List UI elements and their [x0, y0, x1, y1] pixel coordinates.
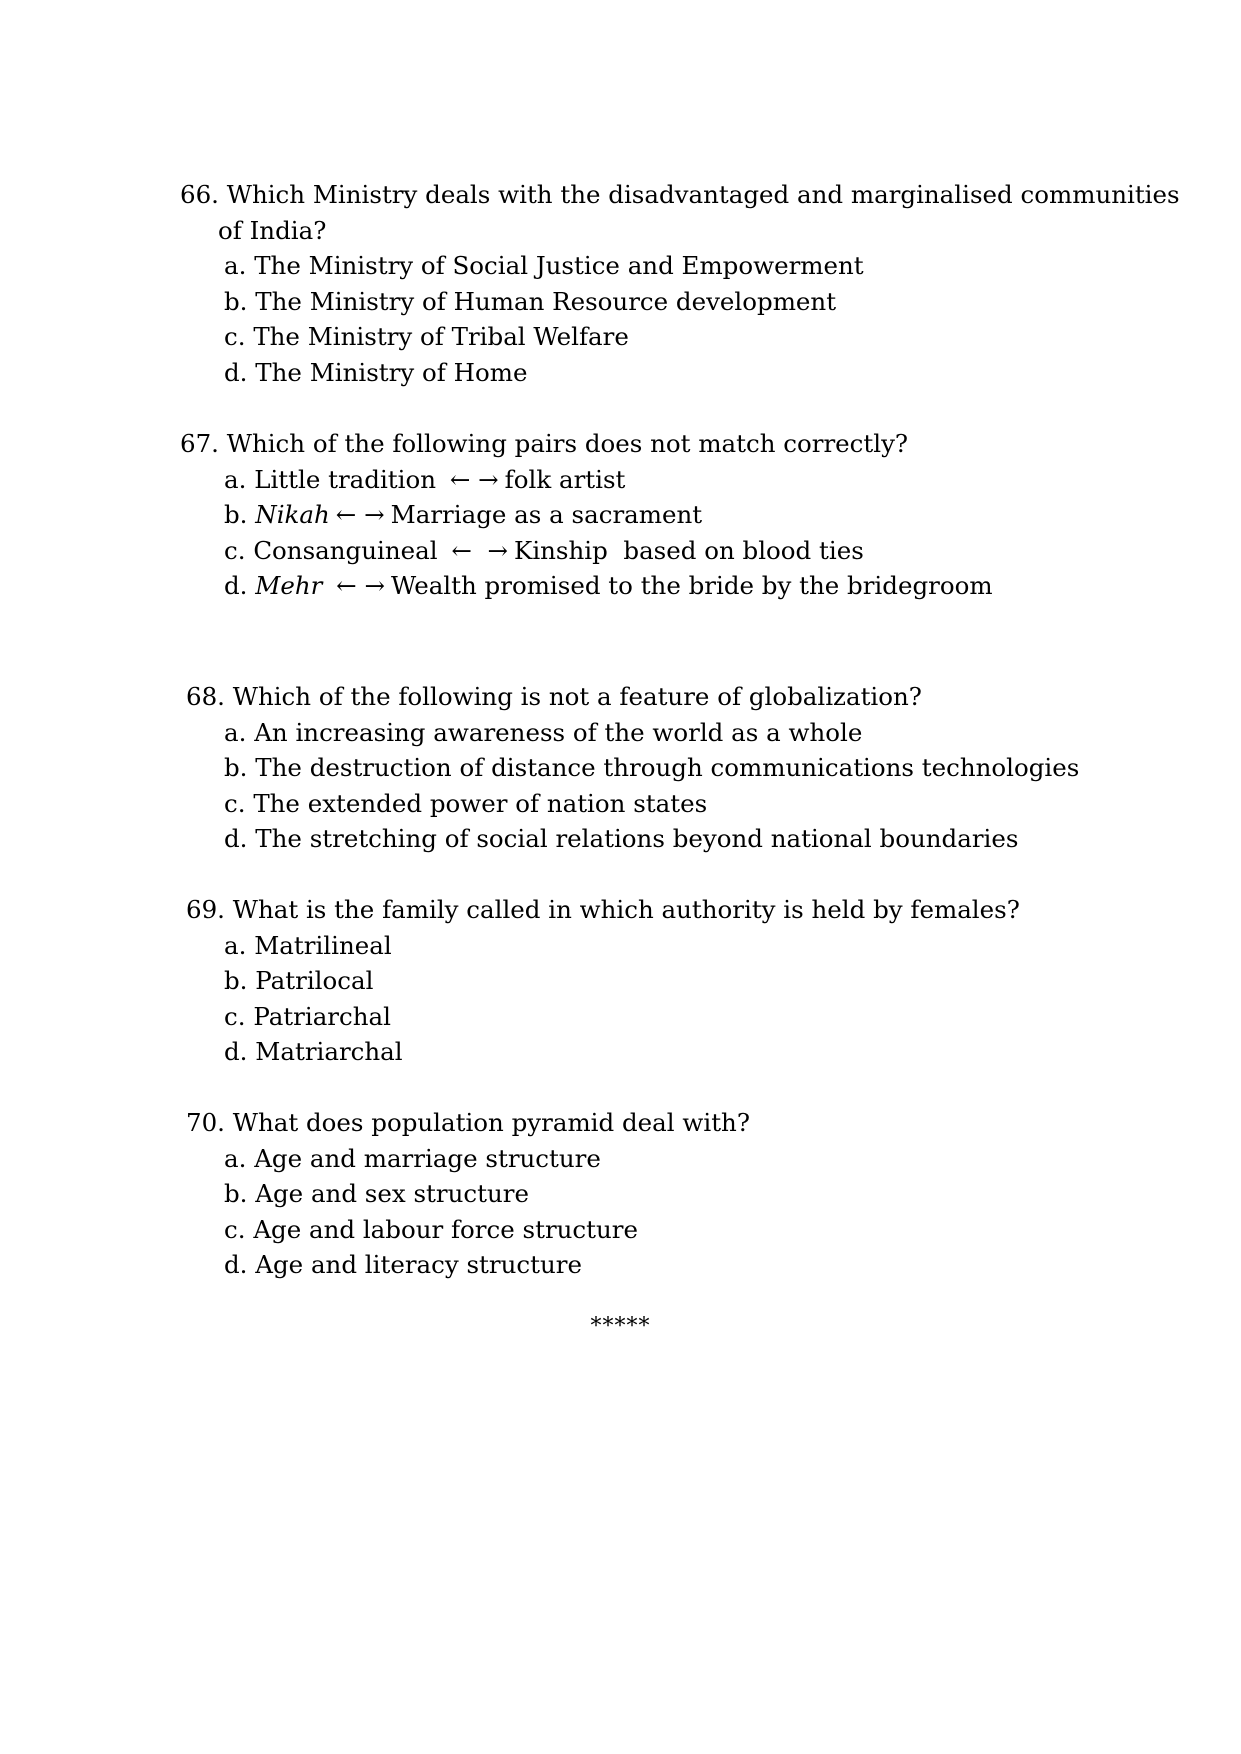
question-text-continued: of India?	[218, 215, 327, 245]
option-c: c. Consanguineal ← → Kinship based on blood ties	[224, 533, 993, 569]
question-number: 69.	[186, 895, 225, 924]
option-list	[186, 928, 1020, 1070]
question-68	[186, 679, 1079, 857]
double-arrow-icon: ← →	[335, 500, 385, 529]
question-text: What is the family called in which authority is held by females?	[232, 895, 1020, 924]
option-c: c. Age and labour force structure	[224, 1214, 638, 1244]
end-marker: *****	[590, 1314, 651, 1339]
double-arrow-icon: ← →	[449, 464, 499, 494]
option-c: c. Patriarchal	[224, 1001, 391, 1031]
question-70	[186, 1105, 750, 1283]
option-c: c. The Ministry of Tribal Welfare	[224, 322, 629, 351]
option-a: a. Age and marriage structure	[224, 1143, 601, 1173]
option-d: d. Mehr ← → Wealth promised to the bride by the bridegroom	[224, 568, 993, 604]
question-number: 67.	[180, 429, 219, 458]
pair-right: Marriage as a sacrament	[390, 500, 703, 529]
option-d: d. Age and literacy structure	[224, 1250, 582, 1279]
option-b: b. The Ministry of Human Resource development	[224, 286, 837, 316]
pair-left: Nikah	[255, 500, 330, 529]
option-b: b. The destruction of distance through communications technologies	[224, 753, 1080, 782]
question-number: 70.	[186, 1108, 225, 1137]
question-67	[180, 426, 993, 604]
option-list	[186, 715, 1079, 857]
question-number: 66.	[180, 180, 219, 209]
double-arrow-icon: ← →	[451, 535, 509, 565]
question-text: Which Ministry deals with the disadvantaged and marginalised communities	[226, 180, 1180, 209]
option-a: a. An increasing awareness of the world as a whole	[224, 717, 863, 747]
option-a: a. The Ministry of Social Justice and Empowerment	[224, 251, 864, 280]
option-b: b. Patrilocal	[224, 966, 374, 995]
pair-right: Kinship based on blood ties	[514, 535, 864, 565]
question-66	[180, 177, 1180, 390]
option-b: b. Age and sex structure	[224, 1179, 529, 1208]
pair-left: Consanguineal	[253, 535, 438, 565]
option-list	[186, 1141, 750, 1283]
question-number: 68.	[186, 682, 225, 711]
pair-left: Mehr	[255, 571, 323, 600]
pair-right: folk artist	[504, 464, 626, 494]
option-d: d. Matriarchal	[224, 1037, 403, 1066]
question-text: Which of the following pairs does not match correctly?	[226, 429, 909, 458]
option-list	[180, 462, 993, 604]
question-69	[186, 892, 1020, 1070]
question-text: What does population pyramid deal with?	[232, 1108, 750, 1137]
option-c: c. The extended power of nation states	[224, 788, 708, 818]
option-list	[180, 248, 1180, 390]
option-a: a. Little tradition ← → folk artist	[224, 462, 993, 498]
double-arrow-icon: ← →	[336, 571, 386, 600]
question-text: Which of the following is not a feature of globalization?	[232, 682, 922, 711]
option-d: d. The stretching of social relations beyond national boundaries	[224, 824, 1019, 853]
pair-right: Wealth promised to the bride by the bridegroom	[391, 571, 993, 600]
option-a: a. Matrilineal	[224, 930, 392, 960]
option-d: d. The Ministry of Home	[224, 357, 528, 387]
pair-left: Little tradition	[254, 464, 437, 494]
option-b: b. Nikah ← → Marriage as a sacrament	[224, 497, 993, 533]
